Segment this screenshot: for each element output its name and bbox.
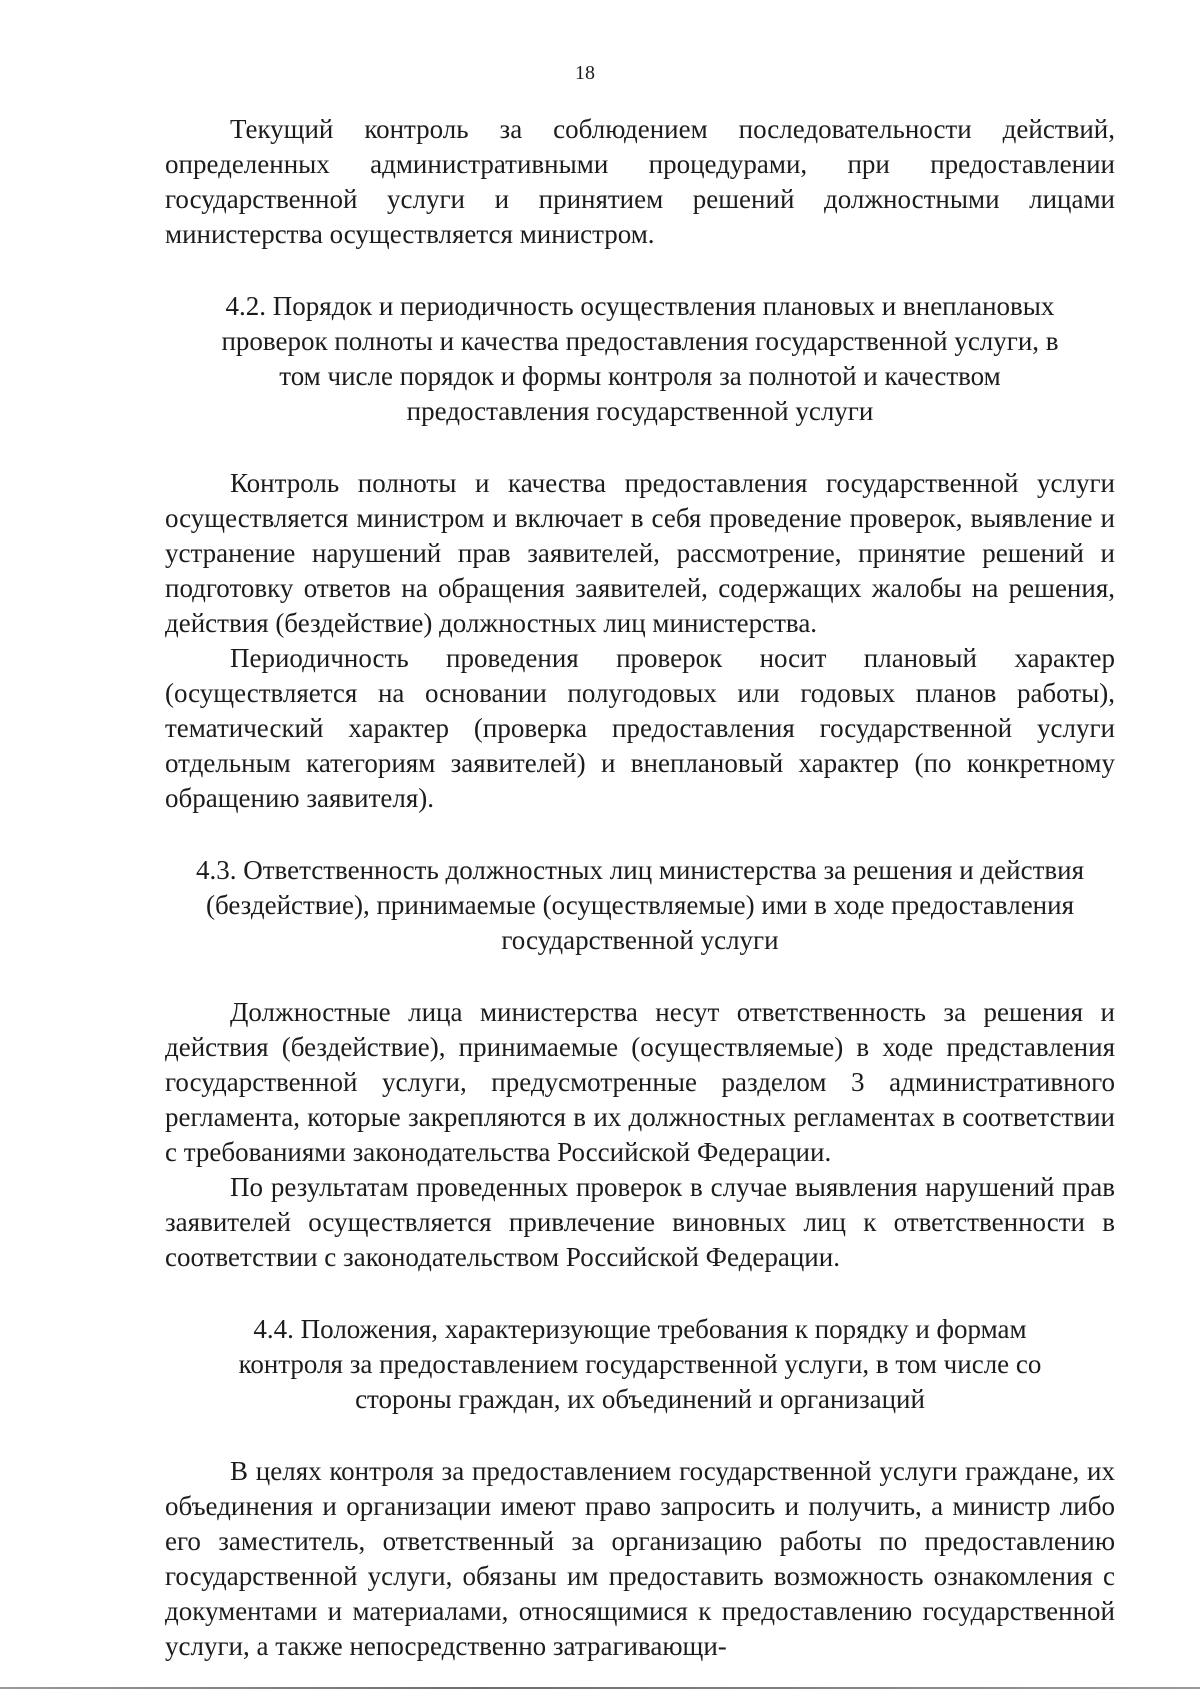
- paragraph-inspection-results: По результатам проведенных проверок в случае выявления нарушений прав заявителей осуществляется привлечение виновных лиц к ответственности в соответствии с законодательством Российской Федерации.: [165, 1172, 1115, 1272]
- paragraph-inspection-frequency: Периодичность проведения проверок носит плановый характер (осуществляется на основании полугодовых или годовых планов работы), тематический характер (проверка предоставления государственной услуги отдельным категориям заявителей) и внеплановый характер (по конкретному обращению заявителя).: [165, 643, 1115, 813]
- scan-bottom-edge: [0, 1687, 1200, 1689]
- paragraph-official-responsibility: Должностные лица министерства несут ответственность за решения и действия (бездействие), принимаемые (осуществляемые) в ходе представления государственной услуги, предусмотренные разделом 3 административного регламента, которые закрепляются в их должностных регламентах в соответствии с требованиями законодательства Российской Федерации.: [165, 997, 1115, 1167]
- page-number: 18: [575, 62, 595, 84]
- paragraph-quality-control: Контроль полноты и качества предоставления государственной услуги осуществляется министром и включает в себя проведение проверок, выявление и устранение нарушений прав заявителей, рассмотрение, принятие решений и подготовку ответов на обращения заявителей, содержащих жалобы на решения, действия (бездействие) должностных лиц министерства.: [165, 468, 1115, 638]
- section-heading-4-3: 4.3. Ответственность должностных лиц министерства за решения и действия (бездействие), принимаемые (осуществляемые) ими в ходе предоставления государственной услуги: [195, 855, 1084, 955]
- document-body: [165, 112, 1115, 1664]
- paragraph-citizen-control: В целях контроля за предоставлением государственной услуги граждане, их объединения и организации имеют право запросить и получить, а министр либо его заместитель, ответственный за организацию работы по предоставлению государственной услуги, обязаны им предоставить возможность ознакомления с документами и материалами, относящимися к предоставлению государственной услуги, а также непосредственно затрагивающи-: [165, 1456, 1115, 1661]
- paragraph-current-control: Текущий контроль за соблюдением последовательности действий, определенных административными процедурами, при предоставлении государственной услуги и принятием решений должностными лицами министерства осуществляется министром.: [165, 114, 1115, 249]
- section-heading-4-2: 4.2. Порядок и периодичность осуществления плановых и внеплановых проверок полноты и качества предоставления государственной услуги, в том числе порядок и формы контроля за полнотой и качеством предоставления государственной услуги: [221, 291, 1059, 426]
- section-heading-4-4: 4.4. Положения, характеризующие требования к порядку и формам контроля за предоставлением государственной услуги, в том числе со стороны граждан, их объединений и организаций: [238, 1314, 1042, 1414]
